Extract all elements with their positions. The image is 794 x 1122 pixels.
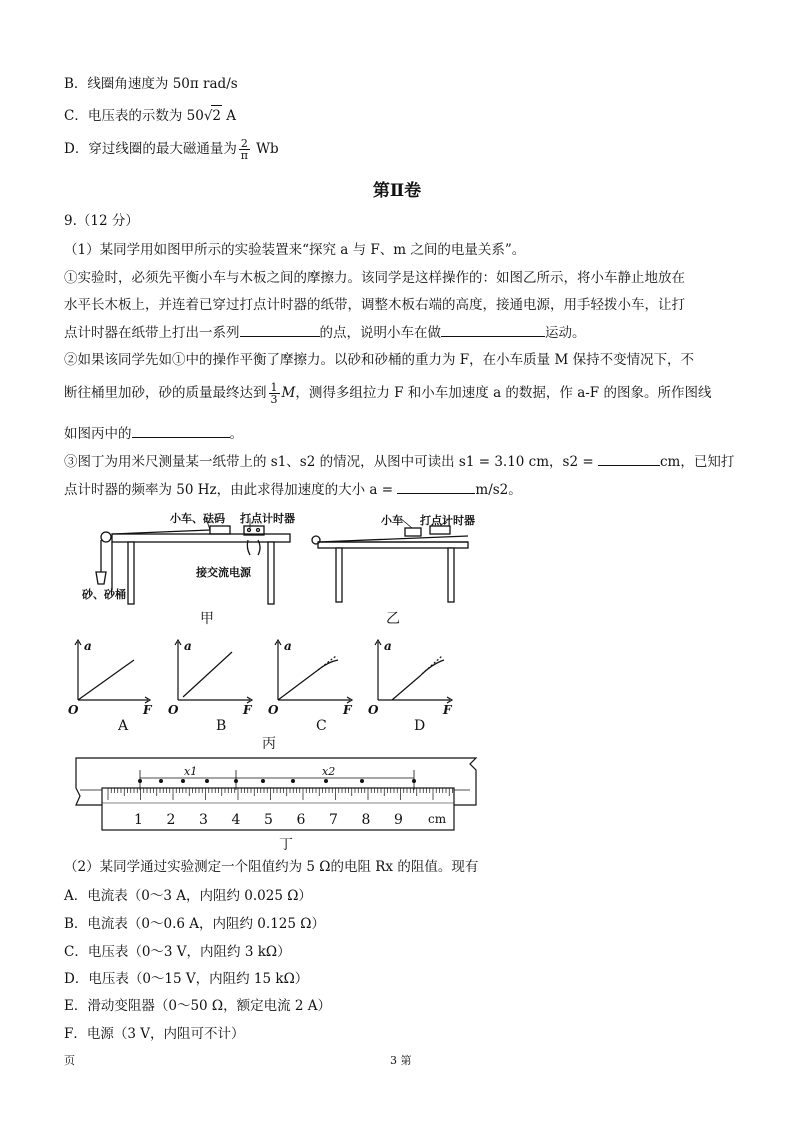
origin-label: O [268,703,279,717]
option-d: D．穿过线圈的最大磁通量为 $\frac{2}{\pi}$ Wb [64,137,279,162]
experiment-figures [0,500,794,860]
caption-jia: 甲 [200,611,214,627]
part2-option-f: F．电源（3 V，内阻可不计） [64,1026,245,1042]
q9-s2-line2: 断往桶里加砂，砂的质量最终达到 $\frac{1}{3}$ M，测得多组拉力 F 和小车加速度 a 的数据，作 a-F 的图象。所作图线 [64,381,712,406]
ruler-number: 7 [329,812,338,828]
q9-s1-line2: 水平长木板上，并连着已穿过打点计时器的纸带，调整木板右端的高度，接通电源，用手轻拨小车，让打 [64,297,685,313]
label-cart-weights: 小车、砝码 [170,512,225,525]
answer-blank [598,451,660,466]
axis-label-f: F [443,703,452,717]
footer-left: 页 [64,1054,75,1067]
ruler-numbers [134,812,403,828]
tape-dot [261,779,265,783]
part2-option-e: E．滑动变阻器（0～50 Ω，额定电流 2 A） [64,998,332,1014]
tape-dot [291,779,295,783]
answer-blank [397,479,475,494]
q9-s3-line2: 点计时器的频率为 50 Hz，由此求得加速度的大小 a = m/s2。 [64,479,522,500]
axis-label-f: F [143,703,152,717]
answer-blank [441,322,545,337]
graph-label-c: C [316,718,327,734]
axis-label-f: F [243,703,252,717]
part2-option-c: C．电压表（0～3 V，内阻约 3 kΩ） [64,944,291,960]
answer-blank [240,322,320,337]
figure-yi-apparatus [312,518,468,602]
q9-s1-line1: ①实验时，必须先平衡小车与木板之间的摩擦力。该同学是这样操作的：如图乙所示，将小车静止地放在 [64,270,685,286]
q9-header: 9.（12 分） [64,213,139,229]
q9-s2-line1: ②如果该同学先如①中的操作平衡了摩擦力。以砂和砂桶的重力为 F，在小车质量 M 保持不变情况下，不 [64,352,695,368]
part2-intro: （2）某同学通过实验测定一个阻值约为 5 Ω的电阻 Rx 的阻值。现有 [64,859,479,875]
sqrt-radicand: 2 [211,105,222,126]
q9-s1-line3: 点计时器在纸带上打出一系列 的点，说明小车在做 运动。 [64,322,586,343]
label-cart-yi: 小车 [381,514,403,527]
axis-label-a: a [384,639,392,653]
axis-label-a: a [284,639,292,653]
graph-label-b: B [216,718,227,734]
caption-yi: 乙 [386,611,400,627]
part2-option-a: A．电流表（0～3 A，内阻约 0.025 Ω） [64,888,312,904]
label-timer-yi: 打点计时器 [420,514,475,527]
q9-s2-line3: 如图丙中的 。 [64,423,243,444]
axis-label-a: a [184,639,192,653]
ruler-number: 8 [361,812,371,828]
tape-dot [159,779,163,783]
caption-bing: 丙 [262,736,276,752]
label-timer-jia: 打点计时器 [240,512,295,525]
axis-label-f: F [343,703,352,717]
label-ac-power: 接交流电源 [196,566,251,579]
origin-label: O [368,703,379,717]
ruler-number: 6 [296,812,306,828]
label-sand-bucket: 砂、砂桶 [82,588,126,601]
tape-dot [412,779,416,783]
ruler-number: 9 [394,812,403,828]
section-title: 第Ⅱ卷 [372,181,422,201]
graph-label-a: A [118,718,129,734]
footer-page-number: 3 第 [390,1054,412,1067]
tape-dot [234,779,238,783]
axis-label-a: a [84,639,92,653]
tape-dot [360,779,364,783]
graph-label-d: D [414,718,426,734]
ruler-number: 2 [166,812,176,828]
tape-dot [324,779,328,783]
caption-ding: 丁 [279,837,293,853]
origin-label: O [168,703,179,717]
ruler-number: 4 [231,812,241,828]
q9-s3-line1: ③图丁为用米尺测量某一纸带上的 s1、s2 的情况，从图中可读出 s1 = 3.10 cm，s2 = cm，已知打 [64,451,734,472]
tape-dot [138,779,142,783]
q9-part1-intro: （1）某同学用如图甲所示的实验装置来“探究 a 与 F、m 之间的电量关系”。 [64,242,526,258]
tape-dot [181,779,185,783]
part2-option-d: D．电压表（0～15 V，内阻约 15 kΩ） [64,971,309,987]
label-x1: x1 [184,765,198,778]
ruler-number: 1 [134,812,143,828]
fraction-2-over-pi: $\frac{2}{\pi}$ [240,137,248,162]
figure-bing-graphs [75,640,452,703]
fraction-1-over-3: $\frac{1}{3}$ [270,381,278,406]
ruler-number: 3 [199,812,208,828]
option-b: B．线圈角速度为 50π rad/s [64,76,238,92]
origin-label: O [68,703,79,717]
ruler-number: 5 [264,812,273,828]
part2-option-b: B．电流表（0～0.6 A，内阻约 0.125 Ω） [64,916,325,932]
ruler-unit: cm [428,812,447,826]
tape-dot [205,779,209,783]
option-c: C．电压表的示数为 50√2 A [64,105,236,126]
label-x2: x2 [322,765,336,778]
answer-blank [132,423,230,438]
